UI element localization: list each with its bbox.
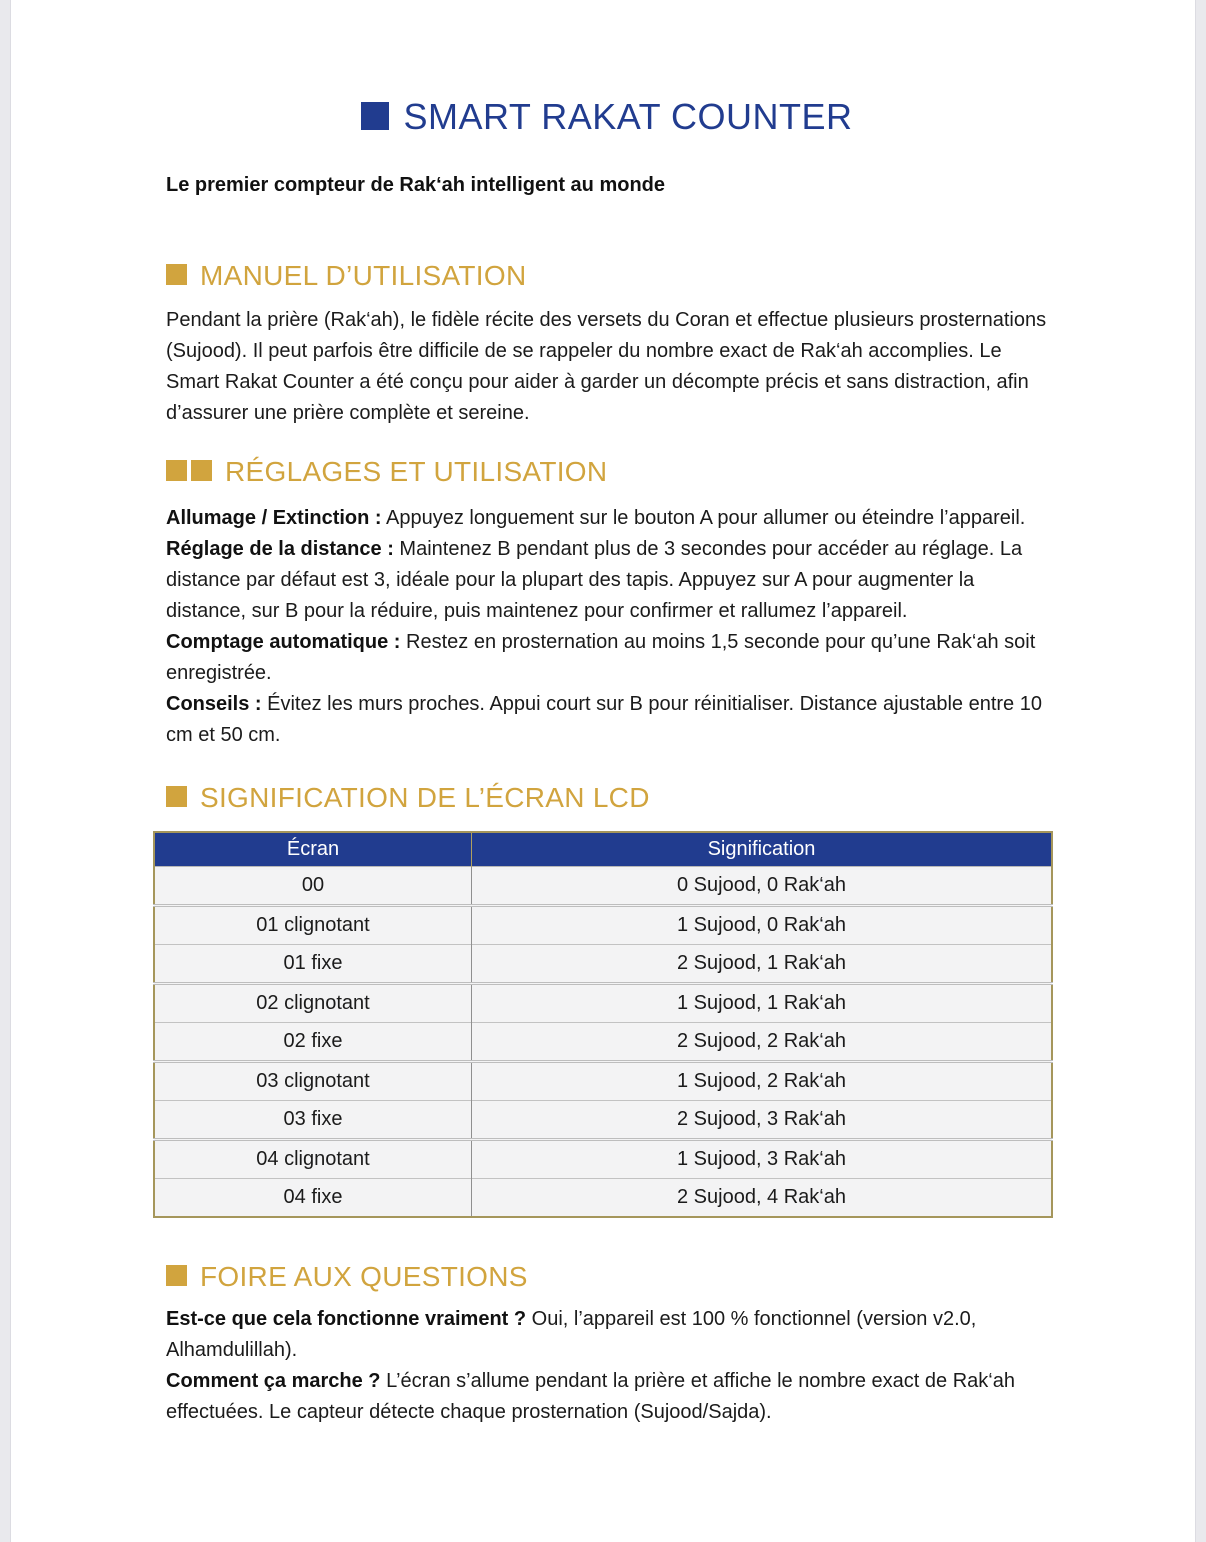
page-subtitle: Le premier compteur de Rak‘ah intelligent au monde [166,174,665,196]
table-header-row [154,832,1052,867]
table-row [154,1140,1052,1179]
gold-square-icon [166,264,187,285]
cell-signification: 1 Sujood, 0 Rak‘ah [472,906,1053,945]
table-row [154,1179,1052,1218]
gold-square-icon [191,460,212,481]
cell-ecran: 03 clignotant [154,1062,472,1101]
lcd-meaning-table [153,831,1053,1218]
blue-square-icon [361,102,389,130]
manual-paragraph: Pendant la prière (Rak‘ah), le fidèle récite des versets du Coran et effectue plusieurs prosternations (Sujood). Il peut parfois être difficile de se rappeler du nombre exact de Rak‘ah accomplies. Le Smart Rakat Counter a été conçu pour aider à garder un décompte précis et sans distraction, afin d’assurer une prière complète et sereine. [166,309,1047,424]
cell-ecran: 02 clignotant [154,984,472,1023]
cell-ecran: 04 clignotant [154,1140,472,1179]
table-row [154,984,1052,1023]
cell-ecran: 02 fixe [154,1023,472,1062]
setting-item-text: Appuyez longuement sur le bouton A pour allumer ou éteindre l’appareil. [386,507,1026,529]
cell-signification: 0 Sujood, 0 Rak‘ah [472,867,1053,906]
setting-item-lead: Allumage / Extinction : [166,507,382,529]
setting-item-lead: Comptage automatique : [166,631,401,653]
faq-question: Comment ça marche ? [166,1370,381,1392]
setting-item-lead: Réglage de la distance : [166,538,394,560]
page-title-text: SMART RAKAT COUNTER [403,96,853,137]
section-heading-settings [166,455,1047,489]
cell-signification: 2 Sujood, 3 Rak‘ah [472,1101,1053,1140]
cell-signification: 2 Sujood, 1 Rak‘ah [472,945,1053,984]
document-page [10,0,1196,1542]
setting-item [166,689,1047,751]
cell-signification: 1 Sujood, 1 Rak‘ah [472,984,1053,1023]
section-heading-lcd [166,781,1047,815]
cell-ecran: 01 clignotant [154,906,472,945]
setting-item-text: Évitez les murs proches. Appui court sur B pour réinitialiser. Distance ajustable entre 10 cm et 50 cm. [166,693,1042,746]
setting-item [166,534,1047,627]
gold-square-icon [166,460,187,481]
setting-item [166,503,1047,534]
faq-answer: Oui, l’appareil est 100 % fonctionnel (version v2.0, Alhamdulillah). [166,1308,977,1361]
cell-ecran: 00 [154,867,472,906]
table-row [154,867,1052,906]
faq-answer: L’écran s’allume pendant la prière et affiche le nombre exact de Rak‘ah effectuées. Le capteur détecte chaque prosternation (Sujood/Sajda). [166,1370,1015,1423]
cell-signification: 1 Sujood, 3 Rak‘ah [472,1140,1053,1179]
cell-ecran: 04 fixe [154,1179,472,1218]
section-heading-manual-text: MANUEL D’UTILISATION [200,260,527,291]
cell-ecran: 03 fixe [154,1101,472,1140]
table-row [154,1062,1052,1101]
section-heading-manual [166,259,1047,293]
faq-item [166,1304,1047,1366]
section-heading-lcd-text: SIGNIFICATION DE L’ÉCRAN LCD [200,782,650,813]
cell-signification: 1 Sujood, 2 Rak‘ah [472,1062,1053,1101]
column-header-signification: Signification [472,832,1053,867]
cell-signification: 2 Sujood, 4 Rak‘ah [472,1179,1053,1218]
page-title [166,95,1047,139]
column-header-ecran: Écran [154,832,472,867]
cell-signification: 2 Sujood, 2 Rak‘ah [472,1023,1053,1062]
section-heading-faq [166,1260,1047,1294]
table-row [154,945,1052,984]
setting-item-text: Restez en prosternation au moins 1,5 seconde pour qu’une Rak‘ah soit enregistrée. [166,631,1036,684]
setting-item-lead: Conseils : [166,693,262,715]
setting-item [166,627,1047,689]
faq-item [166,1366,1047,1428]
gold-square-icon [166,786,187,807]
table-row [154,1023,1052,1062]
gold-square-icon [166,1265,187,1286]
faq-question: Est-ce que cela fonctionne vraiment ? [166,1308,527,1330]
setting-item-text: Maintenez B pendant plus de 3 secondes pour accéder au réglage. La distance par défaut est 3, idéale pour la plupart des tapis. Appuyez sur A pour augmenter la distance, sur B pour la réduire, puis maintenez pour confirmer et rallumez l’appareil. [166,538,1023,622]
section-heading-faq-text: FOIRE AUX QUESTIONS [200,1261,528,1292]
section-heading-settings-text: RÉGLAGES ET UTILISATION [225,456,608,487]
table-row [154,906,1052,945]
table-row [154,1101,1052,1140]
cell-ecran: 01 fixe [154,945,472,984]
